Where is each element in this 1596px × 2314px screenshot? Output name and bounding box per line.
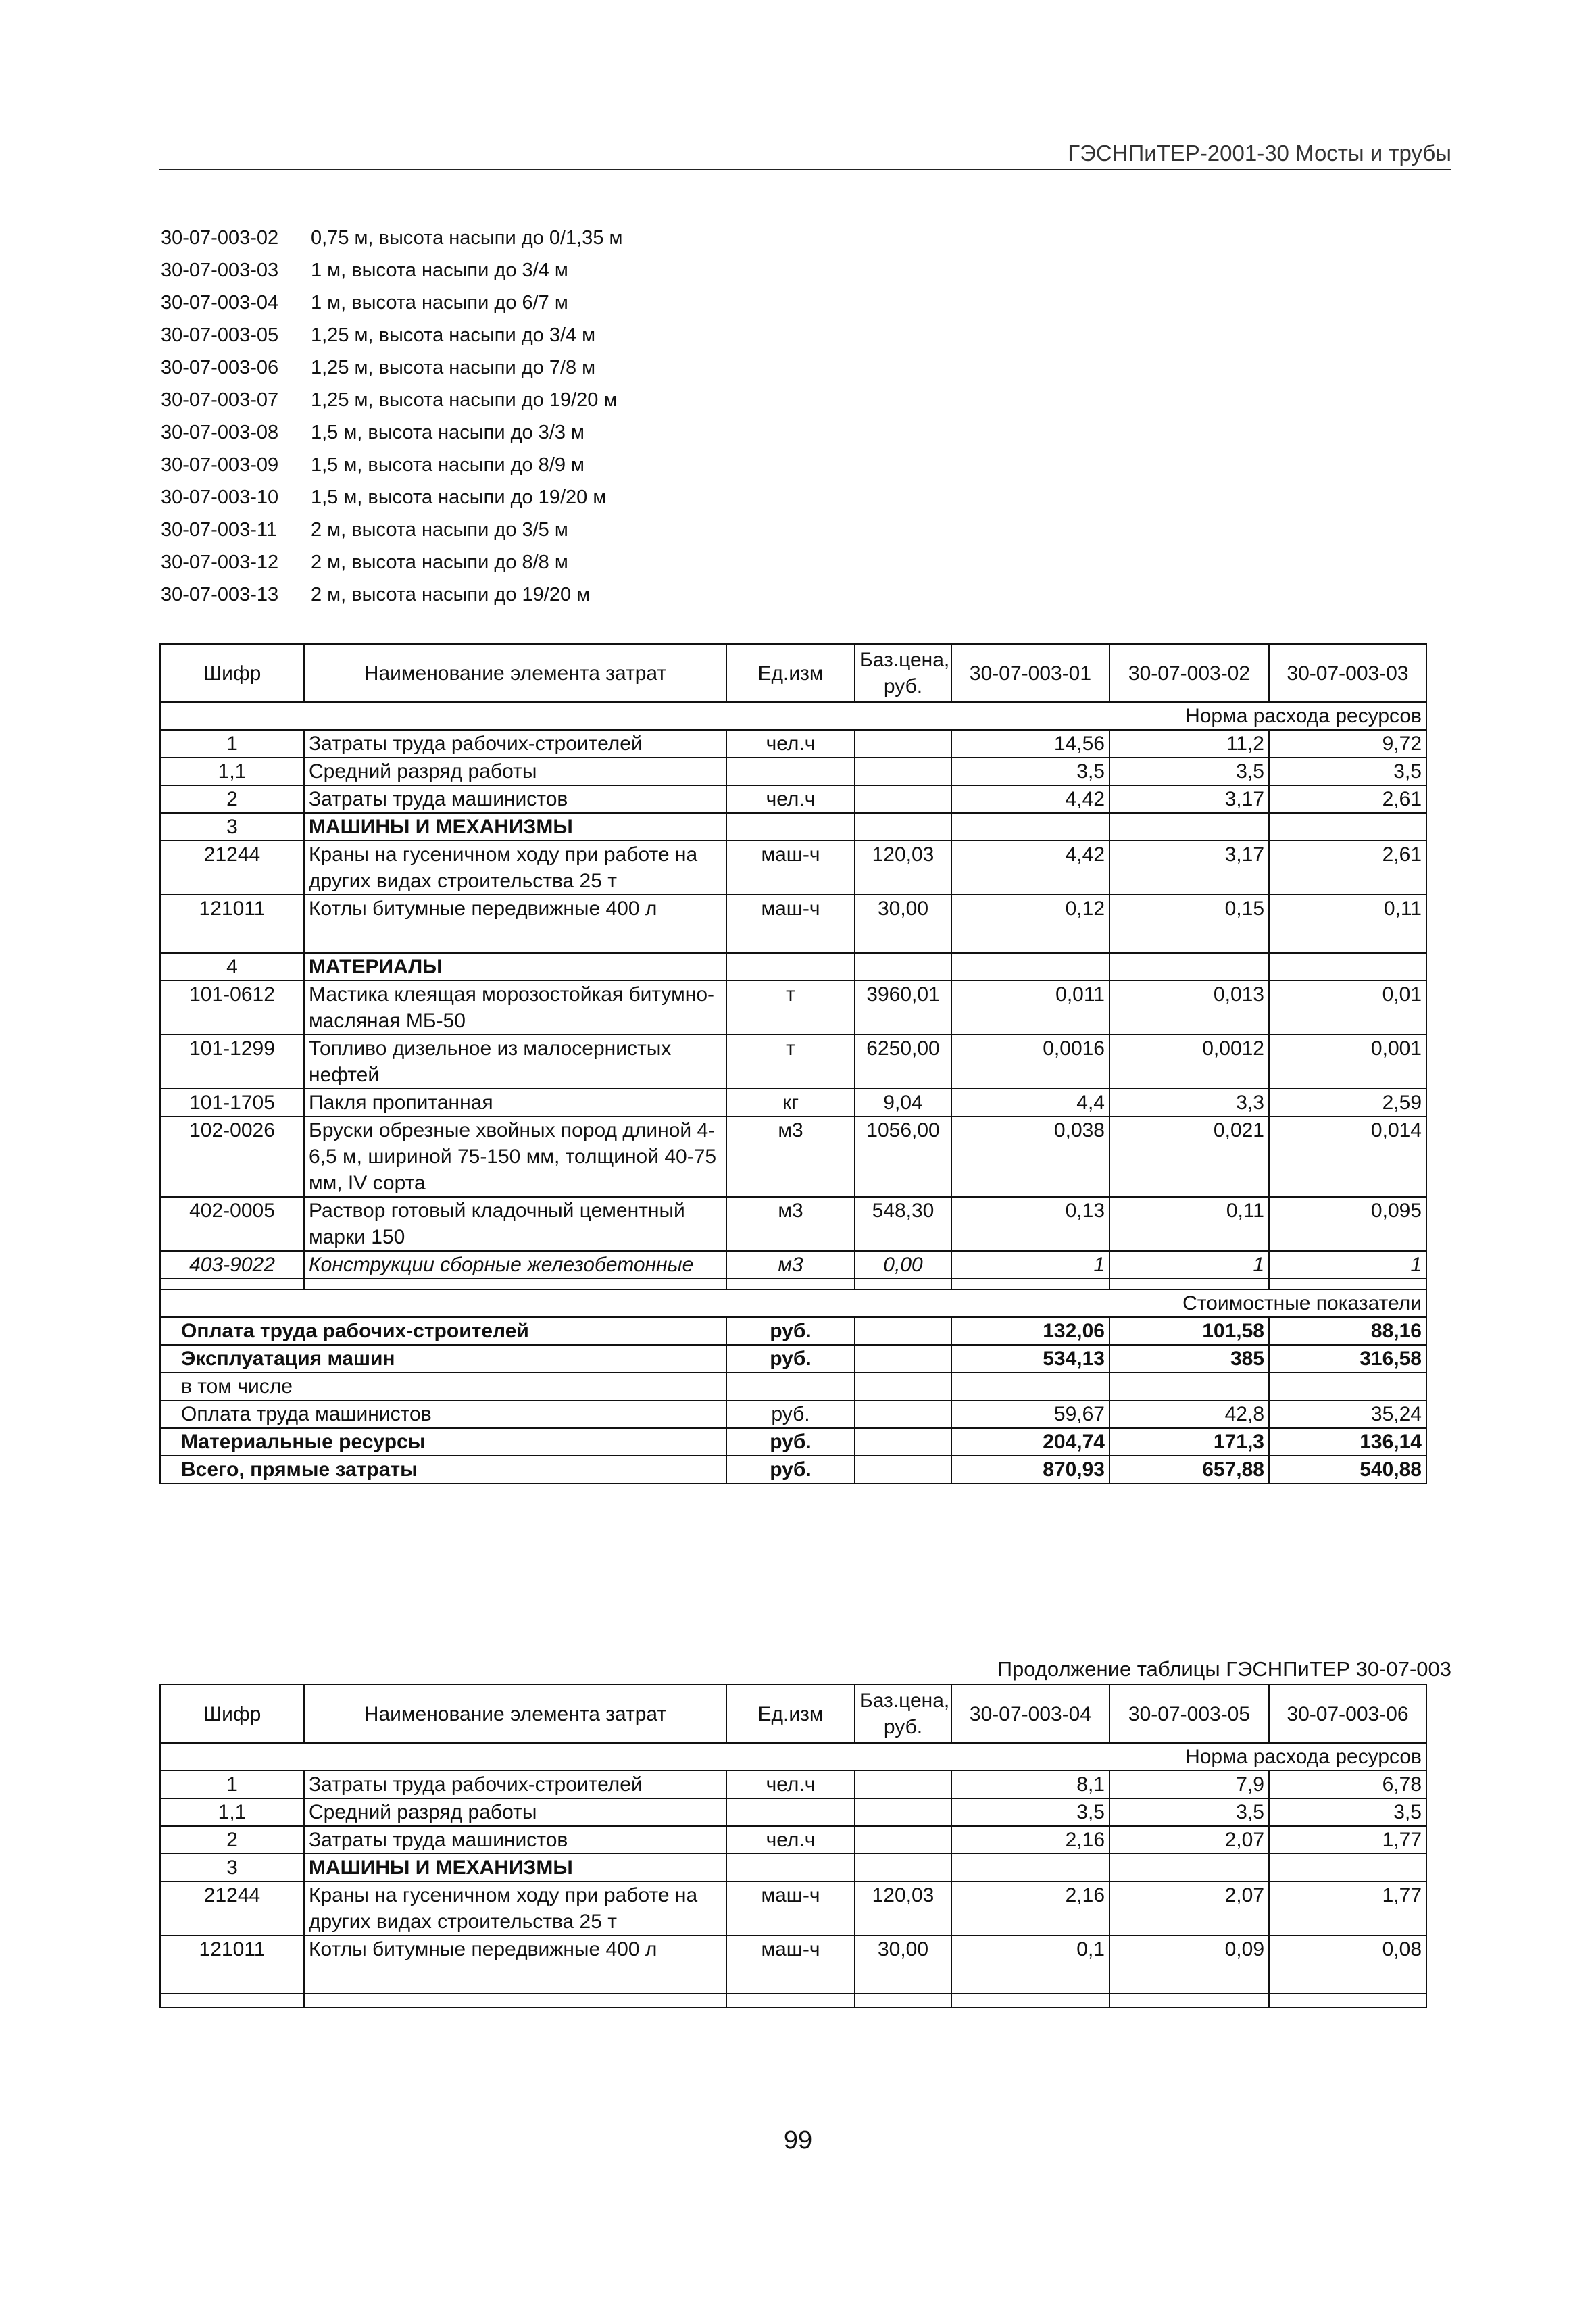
table-header-row xyxy=(160,1685,1426,1743)
row-name: Краны на гусеничном ходу при работе на других видах строительства 25 т xyxy=(304,1881,726,1936)
column-header: 30-07-003-05 xyxy=(1109,1685,1269,1743)
row-value-1 xyxy=(951,813,1109,841)
table-row xyxy=(160,1936,1426,1994)
table-row xyxy=(160,981,1426,1035)
empty-cell xyxy=(160,1279,304,1289)
cost-value-2: 42,8 xyxy=(1109,1400,1269,1428)
row-value-3: 0,095 xyxy=(1269,1197,1426,1251)
cost-row xyxy=(160,1317,1426,1345)
row-code: 1 xyxy=(160,730,304,758)
norm-label: Норма расхода ресурсов xyxy=(160,1743,1426,1771)
cost-value-3 xyxy=(1269,1373,1426,1400)
table-row xyxy=(160,785,1426,813)
row-value-1: 8,1 xyxy=(951,1771,1109,1798)
cost-unit: руб. xyxy=(726,1317,855,1345)
row-value-3: 9,72 xyxy=(1269,730,1426,758)
cost-name: в том числе xyxy=(160,1373,726,1400)
row-base-price: 9,04 xyxy=(855,1089,951,1116)
column-header: Ед.изм xyxy=(726,644,855,702)
code: 30-07-003-13 xyxy=(161,584,279,606)
row-value-2: 0,15 xyxy=(1109,895,1269,953)
section-row xyxy=(160,813,1426,841)
row-unit: чел.ч xyxy=(726,1826,855,1854)
empty-cell xyxy=(726,1279,855,1289)
cost-name: Оплата труда рабочих-строителей xyxy=(160,1317,726,1345)
row-value-3: 2,61 xyxy=(1269,841,1426,895)
cost-unit: руб. xyxy=(726,1400,855,1428)
row-code: 101-1705 xyxy=(160,1089,304,1116)
row-name: Мастика клеящая морозостойкая битумно-масляная МБ-50 xyxy=(304,981,726,1035)
row-value-2: 0,021 xyxy=(1109,1116,1269,1197)
code-description: 1 м, высота насыпи до 6/7 м xyxy=(311,292,568,314)
empty-cell xyxy=(726,1994,855,2007)
cost-base-price xyxy=(855,1345,951,1373)
row-base-price xyxy=(855,1826,951,1854)
row-value-1: 3,5 xyxy=(951,758,1109,785)
code-description: 1,25 м, высота насыпи до 3/4 м xyxy=(311,324,596,346)
row-value-3: 2,61 xyxy=(1269,785,1426,813)
empty-cell xyxy=(951,1994,1109,2007)
row-unit: маш-ч xyxy=(726,895,855,953)
code-list-item xyxy=(161,389,1107,422)
row-name: Затраты труда рабочих-строителей xyxy=(304,730,726,758)
column-header: Баз.цена, руб. xyxy=(855,644,951,702)
row-code: 121011 xyxy=(160,1936,304,1994)
row-name: Топливо дизельное из малосернистых нефтей xyxy=(304,1035,726,1089)
code-list-item xyxy=(161,324,1107,357)
row-value-1: 1 xyxy=(951,1251,1109,1279)
table-row xyxy=(160,758,1426,785)
row-value-1: 2,16 xyxy=(951,1881,1109,1936)
table-row xyxy=(160,1771,1426,1798)
section-row xyxy=(160,953,1426,981)
table-row xyxy=(160,1035,1426,1089)
column-header: Баз.цена, руб. xyxy=(855,1685,951,1743)
row-base-price: 548,30 xyxy=(855,1197,951,1251)
row-name: Затраты труда машинистов xyxy=(304,1826,726,1854)
row-code: 101-1299 xyxy=(160,1035,304,1089)
row-code: 3 xyxy=(160,1854,304,1881)
code-description: 1,5 м, высота насыпи до 3/3 м xyxy=(311,422,584,443)
row-value-3 xyxy=(1269,1854,1426,1881)
row-value-2: 1 xyxy=(1109,1251,1269,1279)
resource-table-2 xyxy=(159,1684,1427,2008)
row-base-price xyxy=(855,730,951,758)
row-value-1: 0,0016 xyxy=(951,1035,1109,1089)
column-header: Наименование элемента затрат xyxy=(304,644,726,702)
column-header: Шифр xyxy=(160,1685,304,1743)
row-code: 2 xyxy=(160,1826,304,1854)
cost-unit xyxy=(726,1373,855,1400)
code-list-item xyxy=(161,260,1107,292)
row-base-price: 120,03 xyxy=(855,841,951,895)
table-header-row xyxy=(160,644,1426,702)
row-value-1: 0,12 xyxy=(951,895,1109,953)
row-unit xyxy=(726,1798,855,1826)
table-row xyxy=(160,1798,1426,1826)
row-unit: т xyxy=(726,1035,855,1089)
row-name: МАШИНЫ И МЕХАНИЗМЫ xyxy=(304,813,726,841)
table-row xyxy=(160,1826,1426,1854)
row-base-price: 6250,00 xyxy=(855,1035,951,1089)
row-value-2: 3,3 xyxy=(1109,1089,1269,1116)
code-list-item xyxy=(161,227,1107,260)
cost-unit: руб. xyxy=(726,1345,855,1373)
row-name: Средний разряд работы xyxy=(304,1798,726,1826)
row-code: 4 xyxy=(160,953,304,981)
page-number: 99 xyxy=(783,2126,813,2155)
cost-value-3: 88,16 xyxy=(1269,1317,1426,1345)
row-base-price: 30,00 xyxy=(855,895,951,953)
row-value-3: 3,5 xyxy=(1269,758,1426,785)
row-value-3 xyxy=(1269,813,1426,841)
cost-value-2: 101,58 xyxy=(1109,1317,1269,1345)
cost-value-3: 540,88 xyxy=(1269,1456,1426,1483)
empty-cell xyxy=(304,1994,726,2007)
column-header: Ед.изм xyxy=(726,1685,855,1743)
column-header: Наименование элемента затрат xyxy=(304,1685,726,1743)
running-header: ГЭСНПиТЕР-2001-30 Мосты и трубы xyxy=(159,141,1451,170)
cost-band-row xyxy=(160,1289,1426,1317)
row-unit: т xyxy=(726,981,855,1035)
cost-base-price xyxy=(855,1400,951,1428)
row-value-2: 2,07 xyxy=(1109,1881,1269,1936)
row-code: 2 xyxy=(160,785,304,813)
column-header: 30-07-003-04 xyxy=(951,1685,1109,1743)
row-value-3: 0,01 xyxy=(1269,981,1426,1035)
row-value-1: 14,56 xyxy=(951,730,1109,758)
code-list-item xyxy=(161,519,1107,551)
code: 30-07-003-12 xyxy=(161,551,279,573)
row-value-2: 0,11 xyxy=(1109,1197,1269,1251)
spacer-row xyxy=(160,1279,1426,1289)
row-value-3: 2,59 xyxy=(1269,1089,1426,1116)
row-name: Пакля пропитанная xyxy=(304,1089,726,1116)
row-name: Средний разряд работы xyxy=(304,758,726,785)
code-description: 2 м, высота насыпи до 19/20 м xyxy=(311,584,591,606)
column-header: 30-07-003-02 xyxy=(1109,644,1269,702)
cost-name: Эксплуатация машин xyxy=(160,1345,726,1373)
row-unit xyxy=(726,953,855,981)
row-value-3: 1 xyxy=(1269,1251,1426,1279)
code: 30-07-003-05 xyxy=(161,324,279,346)
row-value-3: 0,11 xyxy=(1269,895,1426,953)
code: 30-07-003-09 xyxy=(161,454,279,476)
cost-value-2: 171,3 xyxy=(1109,1428,1269,1456)
cost-unit: руб. xyxy=(726,1456,855,1483)
row-value-3: 3,5 xyxy=(1269,1798,1426,1826)
empty-cell xyxy=(1269,1279,1426,1289)
row-value-2: 3,5 xyxy=(1109,1798,1269,1826)
spacer-row xyxy=(160,1994,1426,2007)
code: 30-07-003-02 xyxy=(161,227,279,249)
row-unit: м3 xyxy=(726,1197,855,1251)
row-unit: маш-ч xyxy=(726,1936,855,1994)
cost-base-price xyxy=(855,1428,951,1456)
cost-value-1: 204,74 xyxy=(951,1428,1109,1456)
code-list-item xyxy=(161,584,1107,616)
row-unit xyxy=(726,758,855,785)
row-base-price: 3960,01 xyxy=(855,981,951,1035)
row-code: 21244 xyxy=(160,1881,304,1936)
code-description: 1,25 м, высота насыпи до 19/20 м xyxy=(311,389,618,411)
table-2-caption: Продолжение таблицы ГЭСНПиТЕР 30-07-003 xyxy=(997,1657,1451,1681)
cost-row xyxy=(160,1345,1426,1373)
empty-cell xyxy=(160,1994,304,2007)
table-row xyxy=(160,730,1426,758)
row-unit: чел.ч xyxy=(726,785,855,813)
code-list-item xyxy=(161,487,1107,519)
column-header: 30-07-003-03 xyxy=(1269,644,1426,702)
row-name: Бруски обрезные хвойных пород длиной 4-6,5 м, шириной 75-150 мм, толщиной 40-75 мм, IV сорта xyxy=(304,1116,726,1197)
cost-name: Оплата труда машинистов xyxy=(160,1400,726,1428)
row-value-3: 0,001 xyxy=(1269,1035,1426,1089)
row-value-1: 3,5 xyxy=(951,1798,1109,1826)
row-value-2: 3,17 xyxy=(1109,841,1269,895)
row-base-price xyxy=(855,1854,951,1881)
cost-name: Материальные ресурсы xyxy=(160,1428,726,1456)
row-unit: маш-ч xyxy=(726,841,855,895)
code-description: 2 м, высота насыпи до 3/5 м xyxy=(311,519,568,541)
norm-band-row xyxy=(160,702,1426,730)
row-code: 402-0005 xyxy=(160,1197,304,1251)
column-header: 30-07-003-06 xyxy=(1269,1685,1426,1743)
row-value-1: 4,42 xyxy=(951,785,1109,813)
row-name: Котлы битумные передвижные 400 л xyxy=(304,895,726,953)
row-code: 3 xyxy=(160,813,304,841)
row-value-2: 3,5 xyxy=(1109,758,1269,785)
code: 30-07-003-08 xyxy=(161,422,279,443)
row-code: 121011 xyxy=(160,895,304,953)
code-description: 1,5 м, высота насыпи до 19/20 м xyxy=(311,487,607,508)
section-row xyxy=(160,1854,1426,1881)
row-value-1 xyxy=(951,1854,1109,1881)
cost-name: Всего, прямые затраты xyxy=(160,1456,726,1483)
cost-base-price xyxy=(855,1317,951,1345)
row-value-1: 4,42 xyxy=(951,841,1109,895)
row-value-2: 7,9 xyxy=(1109,1771,1269,1798)
table-row xyxy=(160,895,1426,953)
table-row xyxy=(160,841,1426,895)
cost-value-2: 385 xyxy=(1109,1345,1269,1373)
row-code: 102-0026 xyxy=(160,1116,304,1197)
cost-unit: руб. xyxy=(726,1428,855,1456)
cost-value-2: 657,88 xyxy=(1109,1456,1269,1483)
table-row xyxy=(160,1197,1426,1251)
norm-band-row xyxy=(160,1743,1426,1771)
row-base-price: 1056,00 xyxy=(855,1116,951,1197)
row-value-1: 0,011 xyxy=(951,981,1109,1035)
row-value-2 xyxy=(1109,953,1269,981)
row-value-2 xyxy=(1109,813,1269,841)
norm-label: Норма расхода ресурсов xyxy=(160,702,1426,730)
code-description: 1 м, высота насыпи до 3/4 м xyxy=(311,260,568,281)
code-list-item xyxy=(161,422,1107,454)
empty-cell xyxy=(1109,1994,1269,2007)
table-row xyxy=(160,1251,1426,1279)
code: 30-07-003-07 xyxy=(161,389,279,411)
code: 30-07-003-03 xyxy=(161,260,279,281)
code-list xyxy=(161,227,1107,616)
empty-cell xyxy=(1109,1279,1269,1289)
code-list-item xyxy=(161,551,1107,584)
resource-table-1 xyxy=(159,643,1427,1484)
code-description: 1,25 м, высота насыпи до 7/8 м xyxy=(311,357,596,378)
row-code: 101-0612 xyxy=(160,981,304,1035)
cost-label: Стоимостные показатели xyxy=(160,1289,1426,1317)
row-unit: маш-ч xyxy=(726,1881,855,1936)
row-value-2: 0,013 xyxy=(1109,981,1269,1035)
row-name: Раствор готовый кладочный цементный марки 150 xyxy=(304,1197,726,1251)
row-code: 1,1 xyxy=(160,1798,304,1826)
row-value-2: 2,07 xyxy=(1109,1826,1269,1854)
row-unit xyxy=(726,813,855,841)
row-base-price xyxy=(855,813,951,841)
code: 30-07-003-06 xyxy=(161,357,279,378)
cost-value-1: 534,13 xyxy=(951,1345,1109,1373)
column-header: 30-07-003-01 xyxy=(951,644,1109,702)
empty-cell xyxy=(951,1279,1109,1289)
row-name: МАШИНЫ И МЕХАНИЗМЫ xyxy=(304,1854,726,1881)
cost-base-price xyxy=(855,1373,951,1400)
row-base-price xyxy=(855,785,951,813)
row-name: Затраты труда рабочих-строителей xyxy=(304,1771,726,1798)
code: 30-07-003-11 xyxy=(161,519,277,541)
column-header: Шифр xyxy=(160,644,304,702)
empty-cell xyxy=(855,1994,951,2007)
row-base-price xyxy=(855,1798,951,1826)
row-name: Котлы битумные передвижные 400 л xyxy=(304,1936,726,1994)
row-value-3: 0,08 xyxy=(1269,1936,1426,1994)
row-value-2: 11,2 xyxy=(1109,730,1269,758)
code-description: 1,5 м, высота насыпи до 8/9 м xyxy=(311,454,584,476)
code-list-item xyxy=(161,454,1107,487)
row-base-price xyxy=(855,758,951,785)
row-base-price: 0,00 xyxy=(855,1251,951,1279)
row-code: 21244 xyxy=(160,841,304,895)
row-value-3: 0,014 xyxy=(1269,1116,1426,1197)
row-value-1: 0,13 xyxy=(951,1197,1109,1251)
row-value-3: 1,77 xyxy=(1269,1881,1426,1936)
row-value-2: 0,0012 xyxy=(1109,1035,1269,1089)
empty-cell xyxy=(304,1279,726,1289)
cost-row xyxy=(160,1428,1426,1456)
row-value-3: 1,77 xyxy=(1269,1826,1426,1854)
code: 30-07-003-10 xyxy=(161,487,279,508)
row-name: Затраты труда машинистов xyxy=(304,785,726,813)
row-value-1: 0,038 xyxy=(951,1116,1109,1197)
cost-value-3: 35,24 xyxy=(1269,1400,1426,1428)
row-value-1: 4,4 xyxy=(951,1089,1109,1116)
empty-cell xyxy=(1269,1994,1426,2007)
table-row xyxy=(160,1116,1426,1197)
cost-value-1: 870,93 xyxy=(951,1456,1109,1483)
code-list-item xyxy=(161,357,1107,389)
row-unit: кг xyxy=(726,1089,855,1116)
row-name: МАТЕРИАЛЫ xyxy=(304,953,726,981)
row-base-price xyxy=(855,1771,951,1798)
row-value-2 xyxy=(1109,1854,1269,1881)
row-code: 403-9022 xyxy=(160,1251,304,1279)
row-code: 1,1 xyxy=(160,758,304,785)
cost-row xyxy=(160,1456,1426,1483)
row-value-2: 0,09 xyxy=(1109,1936,1269,1994)
cost-value-2 xyxy=(1109,1373,1269,1400)
row-value-1: 2,16 xyxy=(951,1826,1109,1854)
cost-value-3: 316,58 xyxy=(1269,1345,1426,1373)
table-row xyxy=(160,1881,1426,1936)
row-value-1 xyxy=(951,953,1109,981)
row-base-price: 120,03 xyxy=(855,1881,951,1936)
cost-value-3: 136,14 xyxy=(1269,1428,1426,1456)
row-unit xyxy=(726,1854,855,1881)
row-name: Краны на гусеничном ходу при работе на других видах строительства 25 т xyxy=(304,841,726,895)
row-unit: чел.ч xyxy=(726,730,855,758)
row-value-3 xyxy=(1269,953,1426,981)
row-base-price xyxy=(855,953,951,981)
code: 30-07-003-04 xyxy=(161,292,279,314)
cost-value-1: 59,67 xyxy=(951,1400,1109,1428)
row-name: Конструкции сборные железобетонные xyxy=(304,1251,726,1279)
code-description: 2 м, высота насыпи до 8/8 м xyxy=(311,551,568,573)
cost-row xyxy=(160,1400,1426,1428)
row-unit: м3 xyxy=(726,1116,855,1197)
row-code: 1 xyxy=(160,1771,304,1798)
code-description: 0,75 м, высота насыпи до 0/1,35 м xyxy=(311,227,623,249)
cost-value-1 xyxy=(951,1373,1109,1400)
empty-cell xyxy=(855,1279,951,1289)
cost-row xyxy=(160,1373,1426,1400)
row-base-price: 30,00 xyxy=(855,1936,951,1994)
row-value-2: 3,17 xyxy=(1109,785,1269,813)
row-value-1: 0,1 xyxy=(951,1936,1109,1994)
table-row xyxy=(160,1089,1426,1116)
code-list-item xyxy=(161,292,1107,324)
row-unit: чел.ч xyxy=(726,1771,855,1798)
cost-base-price xyxy=(855,1456,951,1483)
row-value-3: 6,78 xyxy=(1269,1771,1426,1798)
cost-value-1: 132,06 xyxy=(951,1317,1109,1345)
row-unit: м3 xyxy=(726,1251,855,1279)
